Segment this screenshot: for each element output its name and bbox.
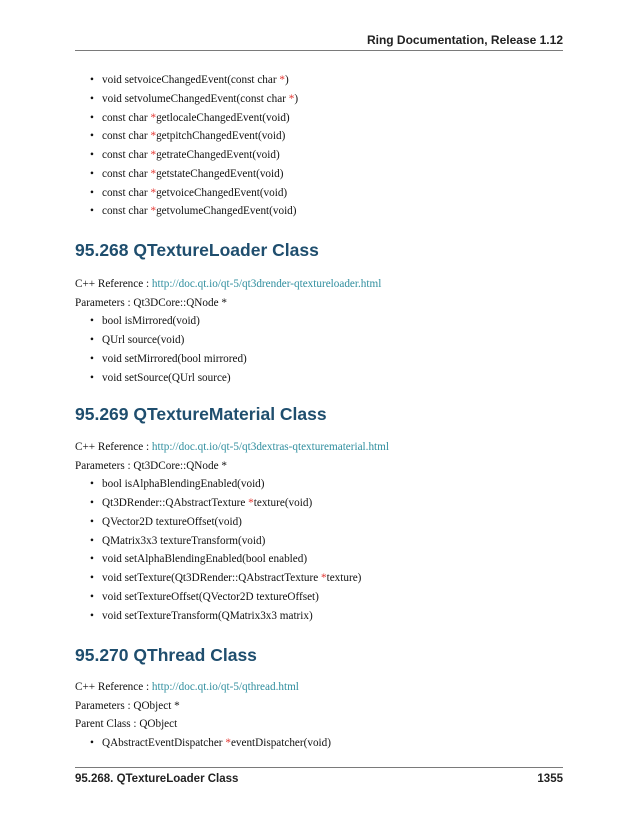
cpp-reference: C++ Reference : http://doc.qt.io/qt-5/qthread.html [75, 681, 299, 693]
list-item: • const char *getvolumeChangedEvent(void) [90, 205, 297, 218]
list-item: • QVector2D textureOffset(void) [90, 515, 242, 528]
list-item: • const char *getstateChangedEvent(void) [90, 167, 284, 180]
list-item: • bool isAlphaBlendingEnabled(void) [90, 478, 265, 491]
section-heading-qthread: 95.270 QThread Class [75, 645, 257, 665]
header-rule [75, 50, 563, 51]
list-item: • void setvolumeChangedEvent(const char *) [90, 92, 299, 105]
cpp-reference: C++ Reference : http://doc.qt.io/qt-5/qt3drender-qtextureloader.html [75, 278, 382, 290]
list-item: • QUrl source(void) [90, 334, 185, 347]
list-item: • Qt3DRender::QAbstractTexture *texture(void) [90, 497, 313, 510]
running-header: Ring Documentation, Release 1.12 [366, 33, 563, 47]
footer-rule [75, 767, 563, 768]
list-item: • void setTextureOffset(QVector2D textureOffset) [90, 590, 319, 603]
parameters-line: Parameters : Qt3DCore::QNode * [75, 459, 227, 472]
section-body-qtextureloader [75, 275, 563, 387]
section-heading-qtexturematerial: 95.269 QTextureMaterial Class [75, 404, 327, 424]
section-heading-qtextureloader: 95.268 QTextureLoader Class [75, 240, 319, 260]
list-item: • const char *getrateChangedEvent(void) [90, 149, 280, 161]
parameters-line: Parameters : Qt3DCore::QNode * [75, 296, 227, 309]
list-item: • const char *getlocaleChangedEvent(void) [90, 111, 290, 124]
list-item: • bool isMirrored(void) [90, 315, 200, 328]
parent-class-line: Parent Class : QObject [75, 718, 178, 731]
list-item: • void setSource(QUrl source) [90, 371, 231, 384]
list-item: • QAbstractEventDispatcher *eventDispatcher(void) [90, 737, 331, 750]
page-number: 1355 [537, 773, 563, 785]
list-item: • void setMirrored(bool mirrored) [90, 352, 247, 365]
section-body-qthread [75, 678, 563, 753]
parameters-line: Parameters : QObject * [75, 699, 180, 712]
section-body-qtexturematerial [75, 438, 563, 625]
list-item: • const char *getvoiceChangedEvent(void) [90, 186, 288, 199]
reference-link[interactable]: http://doc.qt.io/qt-5/qt3drender-qtextureloader.html [151, 278, 382, 290]
list-item: • void setTextureTransform(QMatrix3x3 matrix) [90, 609, 313, 622]
footer-section-title: 95.268. QTextureLoader Class [75, 773, 239, 785]
cpp-reference: C++ Reference : http://doc.qt.io/qt-5/qt3dextras-qtexturematerial.html [75, 441, 389, 453]
list-item: • QMatrix3x3 textureTransform(void) [90, 534, 266, 547]
list-item: • const char *getpitchChangedEvent(void) [90, 130, 286, 143]
reference-link[interactable]: http://doc.qt.io/qt-5/qthread.html [151, 681, 299, 693]
method-list-top [75, 71, 563, 221]
list-item: • void setvoiceChangedEvent(const char *) [90, 74, 289, 86]
list-item: • void setTexture(Qt3DRender::QAbstractTexture *texture) [90, 572, 362, 585]
list-item: • void setAlphaBlendingEnabled(bool enabled) [90, 553, 308, 566]
reference-link[interactable]: http://doc.qt.io/qt-5/qt3dextras-qtexturematerial.html [151, 441, 389, 453]
